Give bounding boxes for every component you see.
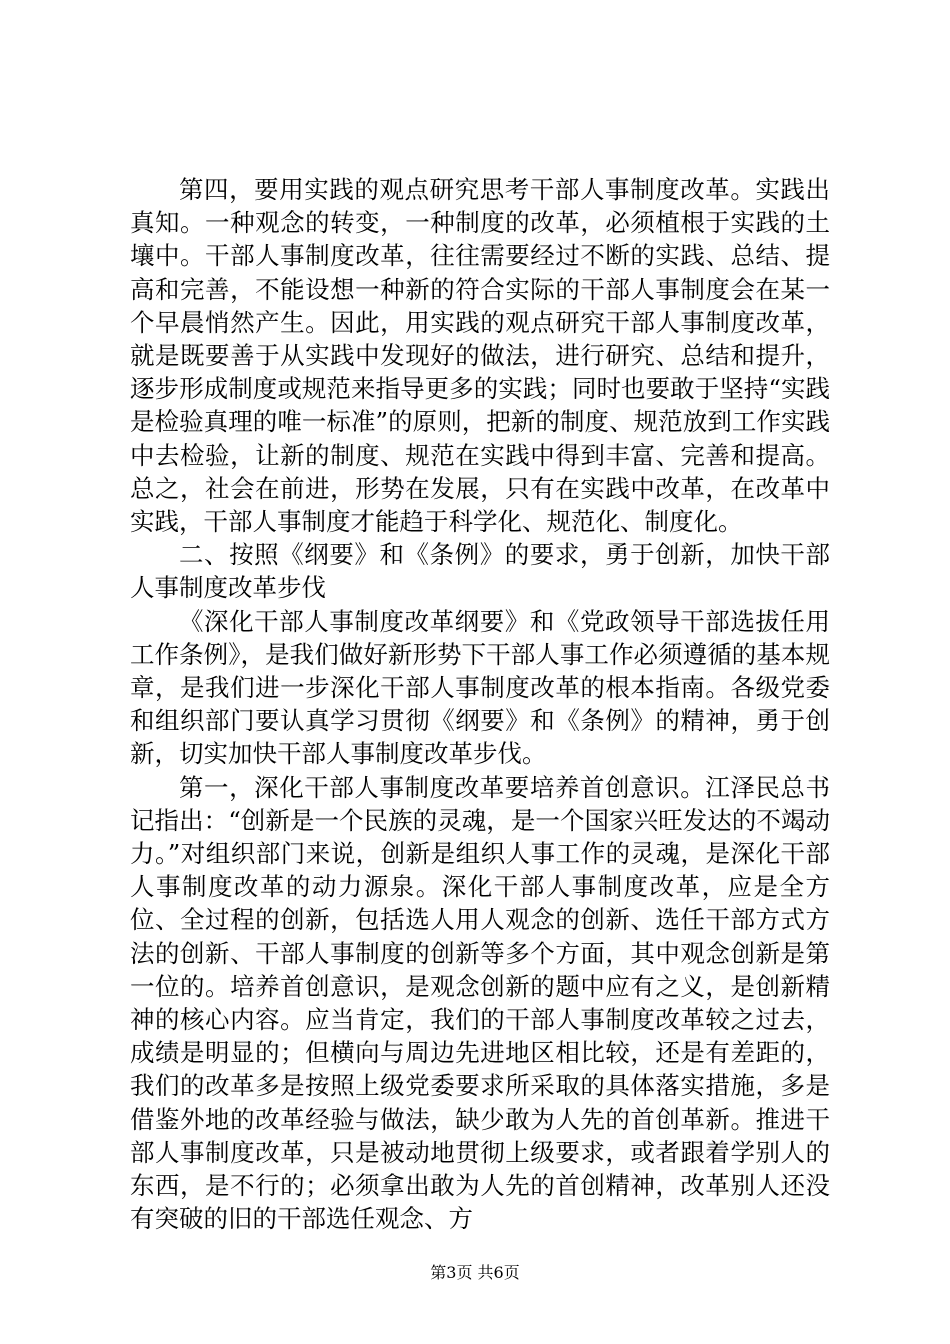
document-body — [130, 173, 830, 1236]
paragraph-innovation-awareness: 第一，深化干部人事制度改革要培养首创意识。江泽民总书记指出：“创新是一个民族的灵魂，是一个国家兴旺发达的不竭动力。”对组织部门来说，创新是组织人事工作的灵魂，是深化干部人事制度改革的动力源泉。深化干部人事制度改革，应是全方位、全过程的创新，包括选人用人观念的创新、选任干部方式方法的创新、干部人事制度的创新等多个方面，其中观念创新是第一位的。培养首创意识，是观念创新的题中应有之义，是创新精神的核心内容。应当肯定，我们的干部人事制度改革较之过去，成绩是明显的；但横向与周边先进地区相比较，还是有差距的，我们的改革多是按照上级党委要求所采取的具体落实措施，多是借鉴外地的改革经验与做法，缺少敢为人先的首创革新。推进干部人事制度改革，只是被动地贯彻上级要求，或者跟着学别人的东西，是不行的；必须拿出敢为人先的首创精神，改革别人还没有突破的旧的干部选任观念、方 — [130, 772, 830, 1234]
page-number: 第3页 共6页 — [430, 1263, 520, 1282]
section-heading-two: 二、按照《纲要》和《条例》的要求，勇于创新，加快干部人事制度改革步伐 — [130, 540, 830, 603]
paragraph-practice-viewpoint: 第四，要用实践的观点研究思考干部人事制度改革。实践出真知。一种观念的转变，一种制度的改革，必须植根于实践的土壤中。干部人事制度改革，往往需要经过不断的实践、总结、提高和完善，不能设想一种新的符合实际的干部人事制度会在某一个早晨悄然产生。因此，用实践的观点研究干部人事制度改革，就是既要善于从实践中发现好的做法，进行研究、总结和提升，逐步形成制度或规范来指导更多的实践；同时也要敢于坚持“实践是检验真理的唯一标准”的原则，把新的制度、规范放到工作实践中去检验，让新的制度、规范在实践中得到丰富、完善和提高。总之，社会在前进，形势在发展，只有在实践中改革，在改革中实践，干部人事制度才能趋于科学化、规范化、制度化。 — [130, 175, 830, 537]
paragraph-outline-and-regulations: 《深化干部人事制度改革纲要》和《党政领导干部选拔任用工作条例》，是我们做好新形势下干部人事工作必须遵循的基本规章，是我们进一步深化干部人事制度改革的根本指南。各级党委和组织部门要认真学习贯彻《纲要》和《条例》的精神，勇于创新，切实加快干部人事制度改革步伐。 — [130, 606, 830, 769]
